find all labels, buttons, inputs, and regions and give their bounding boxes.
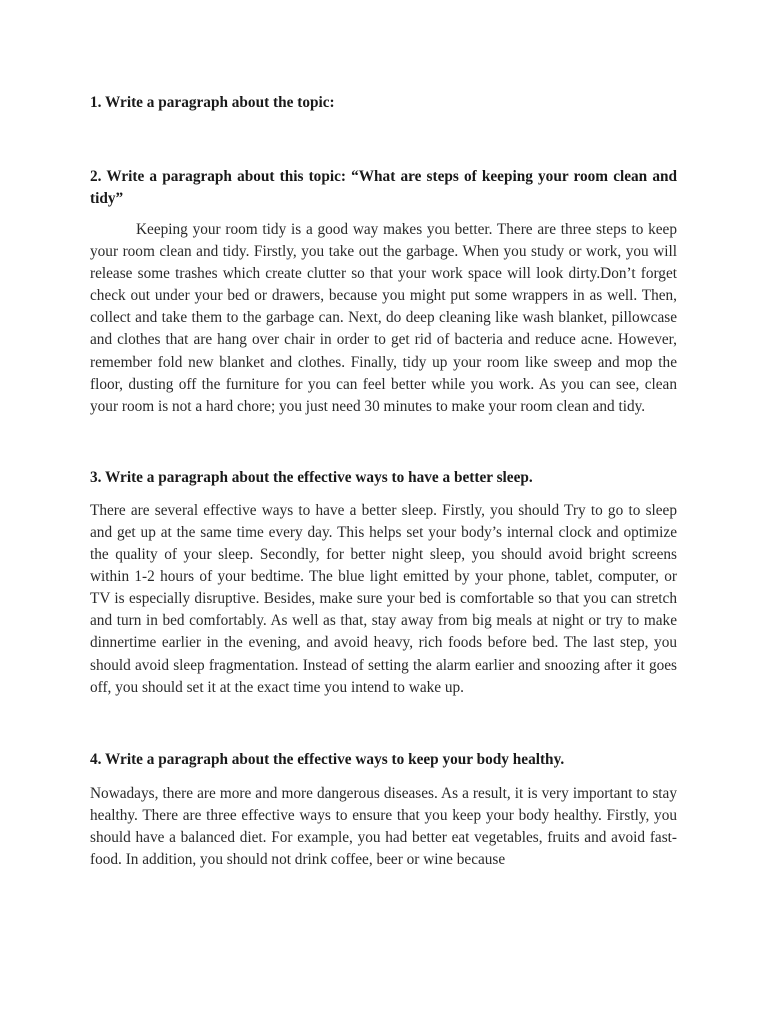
section-3-paragraph: There are several effective ways to have a better sleep. Firstly, you should Try to go to sleep and get up at the same time every day. This helps set your body’s internal clock and optimize the quality of your sleep. Secondly, for better night sleep, you should avoid bright screens within 1-2 hours of your bedtime. The blue light emitted by your phone, tablet, computer, or TV is especially disruptive. Besides, make sure your bed is comfortable so that you can stretch and turn in bed comfortably. As well as that, stay away from big meals at night or try to make dinnertime earlier in the evening, and avoid heavy, rich foods before bed. The last step, you should avoid sleep fragmentation. Instead of setting the alarm earlier and snoozing after it goes off, you should set it at the exact time you intend to wake up. bbox=[90, 501, 677, 696]
section-2-heading: 2. Write a paragraph about this topic: “What are steps of keeping your room clean and tidy” bbox=[90, 168, 677, 207]
section-2-paragraph: Keeping your room tidy is a good way makes you better. There are three steps to keep your room clean and tidy. Firstly, you take out the garbage. When you study or work, you will release some trashes which create clutter so that your work space will look dirty.Don’t forget check out under your bed or drawers, because you might put some wrappers in as well. Then, collect and take them to the garbage can. Next, do deep cleaning like wash blanket, pillowcase and clothes that are hang over chair in order to get rid of bacteria and reduce acne. However, remember fold new blanket and clothes. Finally, tidy up your room like sweep and mop the floor, dusting off the furniture for you can feel better while you work. As you can see, clean your room is not a hard chore; you just need 30 minutes to make your room clean and tidy. bbox=[90, 221, 677, 415]
section-1-heading: 1. Write a paragraph about the topic: bbox=[90, 94, 335, 111]
document-body bbox=[90, 92, 677, 871]
section-4-paragraph: Nowadays, there are more and more dangerous diseases. As a result, it is very important to stay healthy. There are three effective ways to ensure that you keep your body healthy. Firstly, you should have a balanced diet. For example, you had better eat vegetables, fruits and avoid fast-food. In addition, you should not drink coffee, beer or wine because bbox=[90, 784, 677, 868]
section-3-heading: 3. Write a paragraph about the effective ways to have a better sleep. bbox=[90, 468, 533, 486]
section-4-heading: 4. Write a paragraph about the effective ways to keep your body healthy. bbox=[90, 750, 565, 768]
